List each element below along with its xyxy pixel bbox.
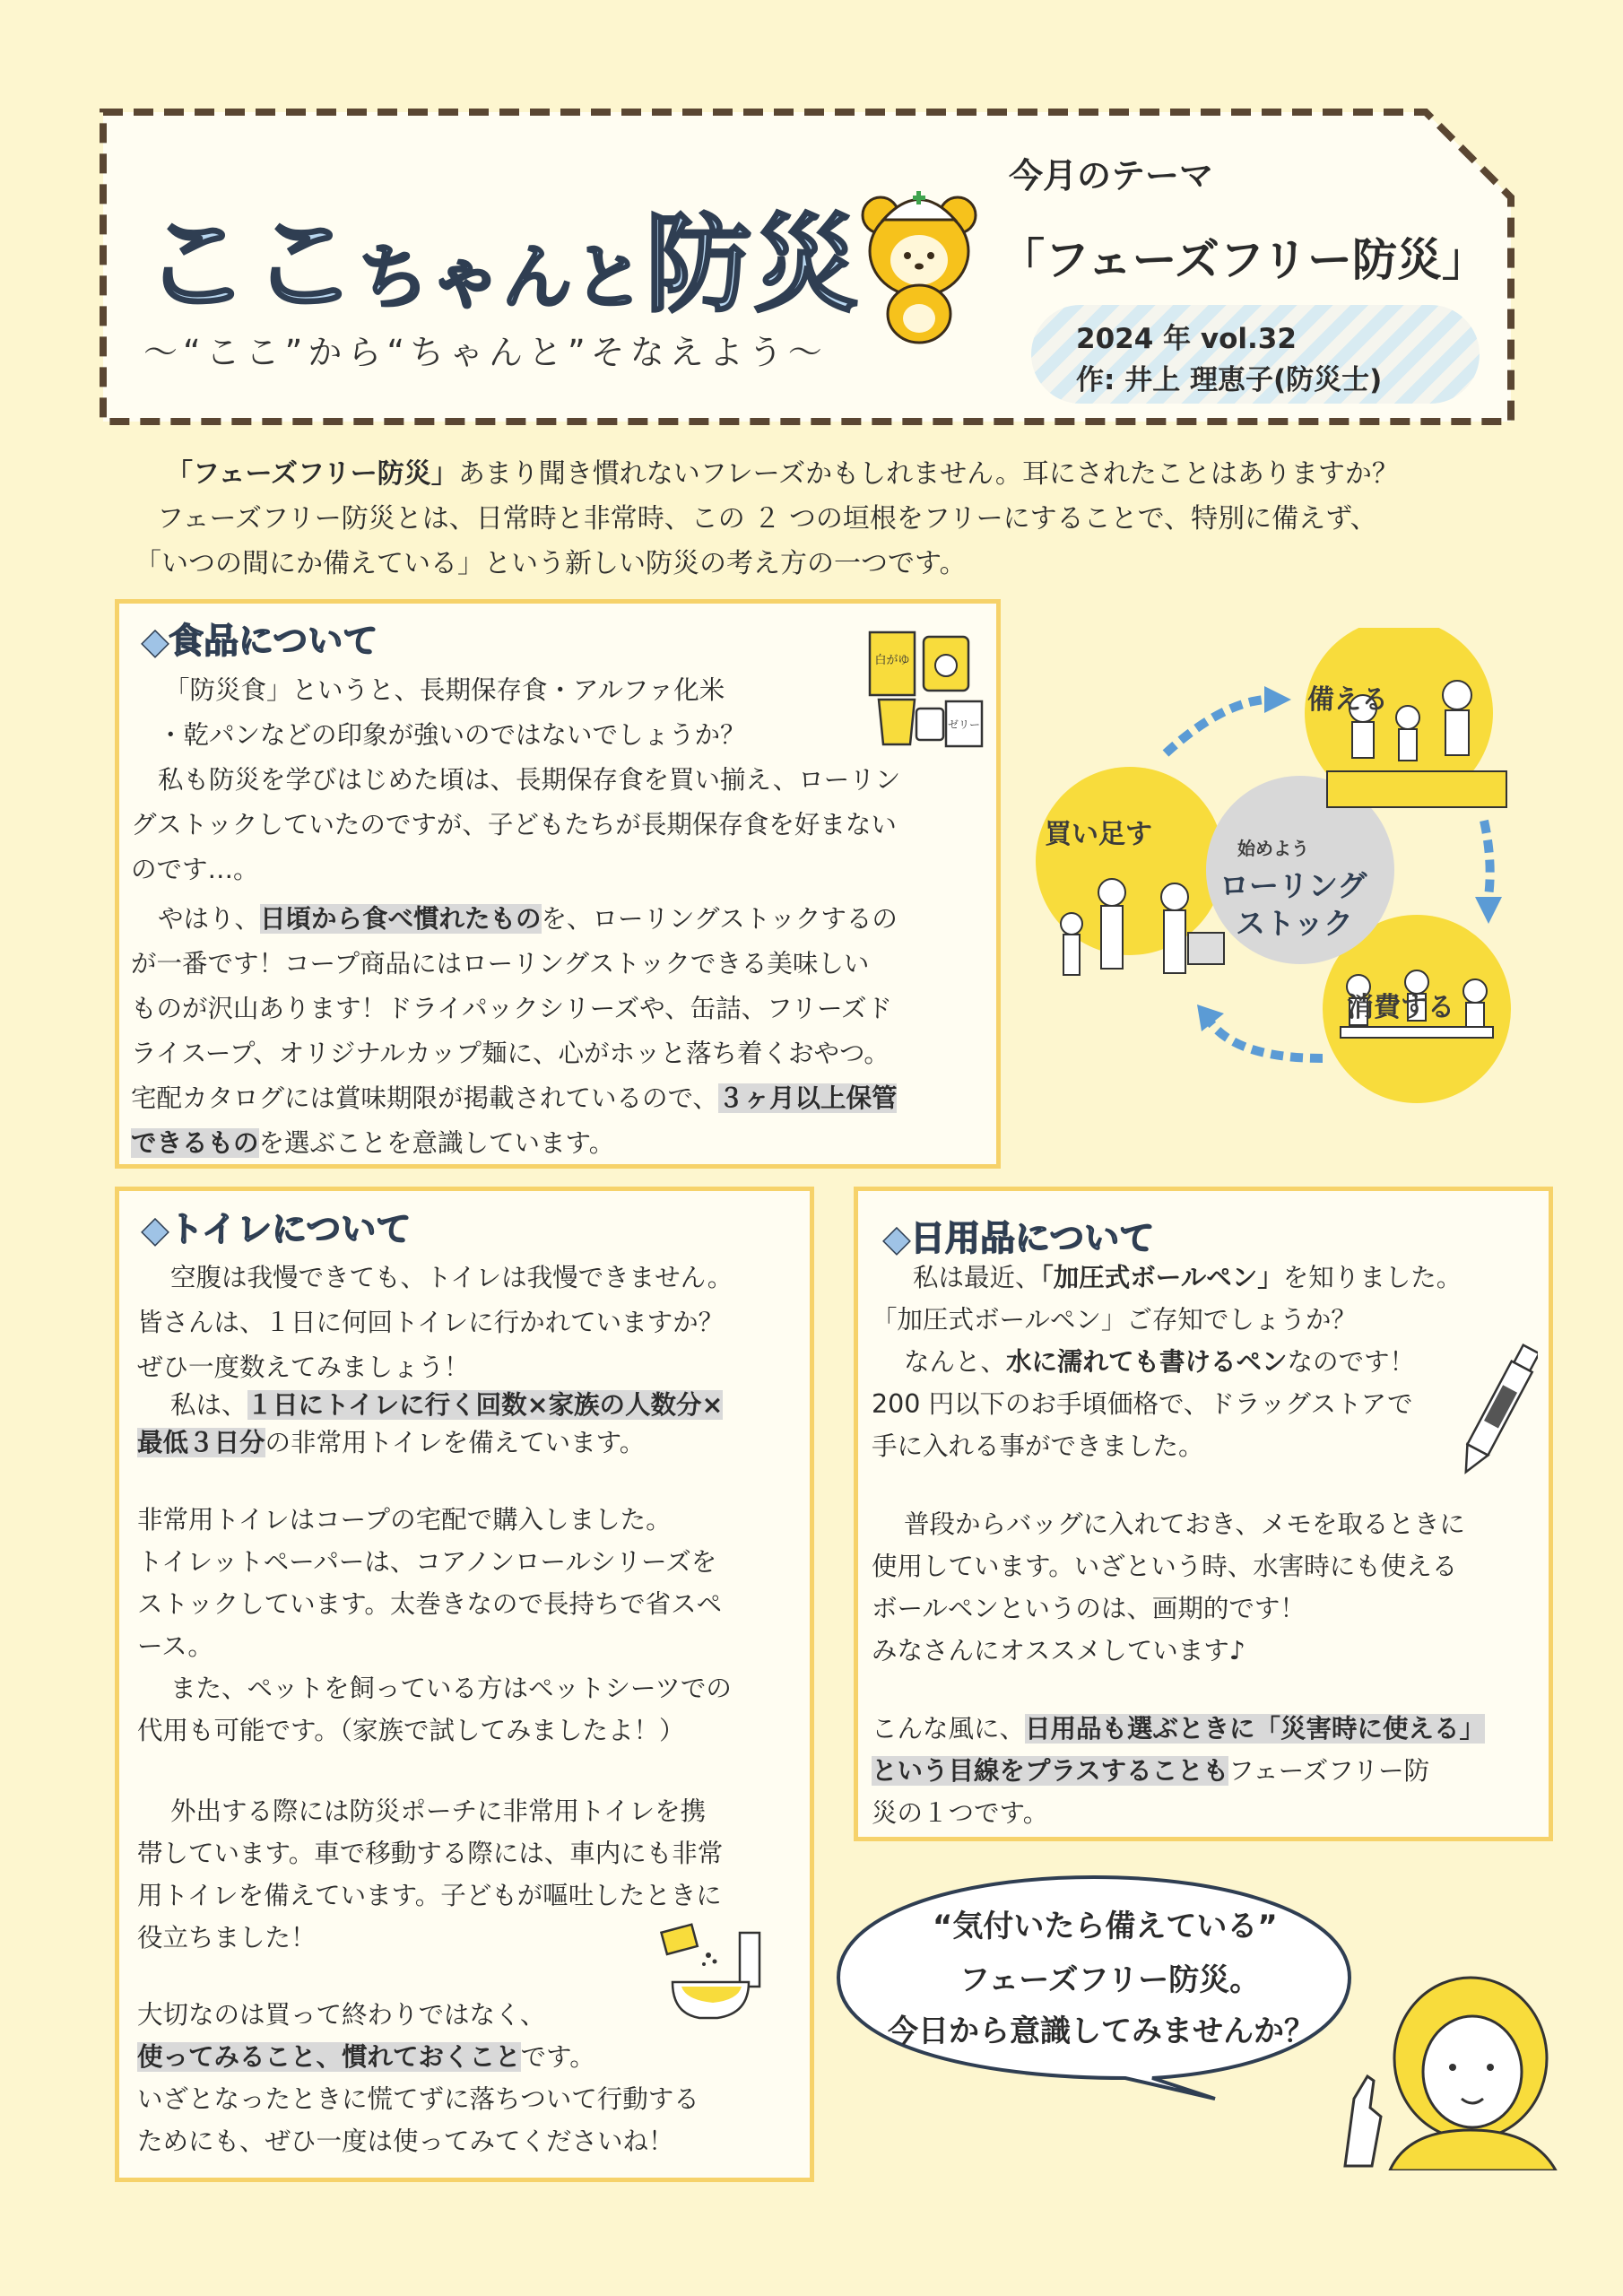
can-label-rice: 白がゆ	[874, 654, 910, 667]
daily-line-7: 使用しています。いざという時、水害時にも使える	[872, 1552, 1458, 1581]
food-line-2: ・乾パンなどの印象が強いのではないでしょうか？	[158, 720, 746, 750]
toilet-line-15: 役立ちました！	[137, 1923, 317, 1952]
daily-line-9: みなさんにオススメしています♪	[872, 1636, 1245, 1665]
toilet-line-4: 私は、１日にトイレに行く回数×家族の人数分×	[170, 1390, 724, 1420]
title-bousai: 防災	[646, 203, 862, 326]
toilet-line-7: トイレットペーパーは、コアノンロールシリーズを	[137, 1547, 717, 1577]
food-line-1: 「防災食」というと、長期保存食・アルファ化米	[164, 675, 725, 705]
woman-pointing-icon	[1318, 1973, 1560, 2170]
emergency-toilet-icon	[659, 1915, 767, 2031]
toilet-line-17: 使ってみること、慣れておくことです。	[137, 2042, 595, 2072]
food-line-5: のです…。	[131, 855, 259, 884]
toilet-line-18: いざとなったときに慌てずに落ちついて行動する	[137, 2084, 699, 2114]
intro-line-1: 「フェーズフリー防災」あまり聞き慣れないフレーズかもしれません。耳にされたことはありますか？	[166, 458, 1399, 490]
toilet-line-19: ためにも、ぜひ一度は使ってみてくださいね！	[137, 2126, 674, 2156]
food-line-9: ライスープ、オリジナルカップ麺に、心がホッと落ち着くおやつ。	[131, 1039, 890, 1068]
food-line-7: が一番です！コープ商品にはローリングストックできる美味しい	[131, 949, 870, 978]
food-cans-icon	[861, 628, 986, 753]
issue-number: 2024 年 vol.32	[1076, 323, 1297, 355]
cycle-center-small: 始めよう	[1237, 838, 1309, 859]
daily-line-11: という目線をプラスすることもフェーズフリー防	[872, 1756, 1430, 1786]
cycle-label-consume: 消費する	[1347, 992, 1454, 1023]
arrow-prepare-to-consume	[1484, 821, 1490, 897]
food-line-11: できるものを選ぶことを意識しています。	[131, 1128, 615, 1158]
toilet-line-9: ース。	[137, 1631, 213, 1661]
toilet-line-13: 帯しています。車で移動する際には、車内にも非常	[137, 1839, 724, 1868]
toilet-line-14: 用トイレを備えています。子どもが嘔吐したときに	[137, 1881, 722, 1910]
daily-line-2: 「加圧式ボールペン」ご存知でしょうか？	[872, 1305, 1357, 1335]
daily-line-6: 普段からバッグに入れておき、メモを取るときに	[904, 1509, 1465, 1539]
daily-line-10: こんな風に、日用品も選ぶときに「災害時に使える」	[872, 1714, 1486, 1744]
daily-line-12: 災の１つです。	[872, 1798, 1049, 1828]
author-credit: 作: 井上 理恵子(防災士)	[1076, 364, 1383, 396]
title-koko: ここ	[143, 203, 360, 326]
cycle-label-restock: 買い足す	[1045, 819, 1152, 850]
toilet-line-11: 代用も可能です。（家族で試してみましたよ！）	[137, 1716, 685, 1745]
toilet-line-2: 皆さんは、１日に何回トイレに行かれていますか？	[137, 1308, 725, 1337]
intro-line-3: 「いつの間にか備えている」という新しい防災の考え方の一つです。	[135, 548, 967, 579]
toilet-line-8: ストックしています。太巻きなので長持ちで省スペ	[137, 1589, 723, 1619]
theme-title: 「フェーズフリー防災」	[1000, 234, 1487, 286]
slogan: ～“ここ”から“ちゃんと”そなえよう～	[143, 333, 828, 372]
toilet-heading: ◆トイレについて	[142, 1210, 412, 1250]
food-line-10: 宅配カタログには賞味期限が掲載されているので、３ヶ月以上保管	[131, 1083, 898, 1113]
toilet-line-6: 非常用トイレはコープの宅配で購入しました。	[137, 1505, 672, 1535]
daily-goods-heading: ◆日用品について	[883, 1219, 1155, 1259]
speech-line-2: フェーズフリー防災。	[959, 1962, 1261, 1998]
toilet-line-1: 空腹は我慢できても、トイレは我慢できません。	[170, 1263, 733, 1292]
speech-line-3: 今日から意識してみませんか？	[888, 2013, 1315, 2049]
food-heading: ◆食品について	[142, 622, 378, 662]
daily-line-4: 200 円以下のお手頃価格で、ドラッグストアで	[872, 1389, 1413, 1419]
toilet-line-12: 外出する際には防災ポーチに非常用トイレを携	[170, 1796, 707, 1826]
newsletter-title	[143, 179, 861, 332]
daily-line-1: 私は最近、「加圧式ボールペン」を知りました。	[913, 1263, 1462, 1292]
theme-label: 今月のテーマ	[1009, 156, 1214, 196]
arrow-consume-to-restock	[1211, 1022, 1323, 1058]
toilet-line-5: 最低３日分の非常用トイレを備えています。	[137, 1428, 646, 1457]
toilet-line-3: ぜひ一度数えてみましょう！	[137, 1352, 470, 1382]
food-line-3: 私も防災を学びはじめた頃は、長期保存食を買い揃え、ローリン	[158, 765, 901, 795]
bear-mascot-icon	[861, 179, 977, 350]
can-label-jelly: ゼリー	[947, 718, 981, 731]
intro-line-2: フェーズフリー防災とは、日常時と非常時、この ２ つの垣根をフリーにすることで、特別に備えず、	[157, 503, 1377, 535]
food-line-6: やはり、日頃から食べ慣れたものを、ローリングストックするの	[158, 904, 898, 934]
toilet-line-10: また、ペットを飼っている方はペットシーツでの	[170, 1674, 732, 1703]
toilet-line-16: 大切なのは買って終わりではなく、	[137, 2000, 546, 2030]
daily-line-5: 手に入れる事ができました。	[872, 1431, 1204, 1461]
arrow-restock-to-prepare	[1166, 700, 1264, 753]
cycle-center-line-2: ストック	[1236, 906, 1354, 941]
daily-line-3: なんと、水に濡れても書けるペンなのです！	[904, 1347, 1416, 1377]
ballpoint-pen-icon	[1457, 1336, 1538, 1489]
title-chanto: ちゃんと	[359, 238, 647, 318]
cycle-center-line-1: ローリング	[1219, 868, 1367, 903]
speech-line-1: “気付いたら備えている”	[933, 1909, 1278, 1944]
food-line-4: グストックしていたのですが、子どもたちが長期保存食を好まない	[131, 810, 897, 839]
daily-line-8: ボールペンというのは、画期的です！	[872, 1594, 1306, 1623]
food-line-8: ものが沢山あります！ドライパックシリーズや、缶詰、フリーズド	[131, 994, 893, 1023]
cycle-label-prepare: 備える	[1307, 684, 1388, 716]
